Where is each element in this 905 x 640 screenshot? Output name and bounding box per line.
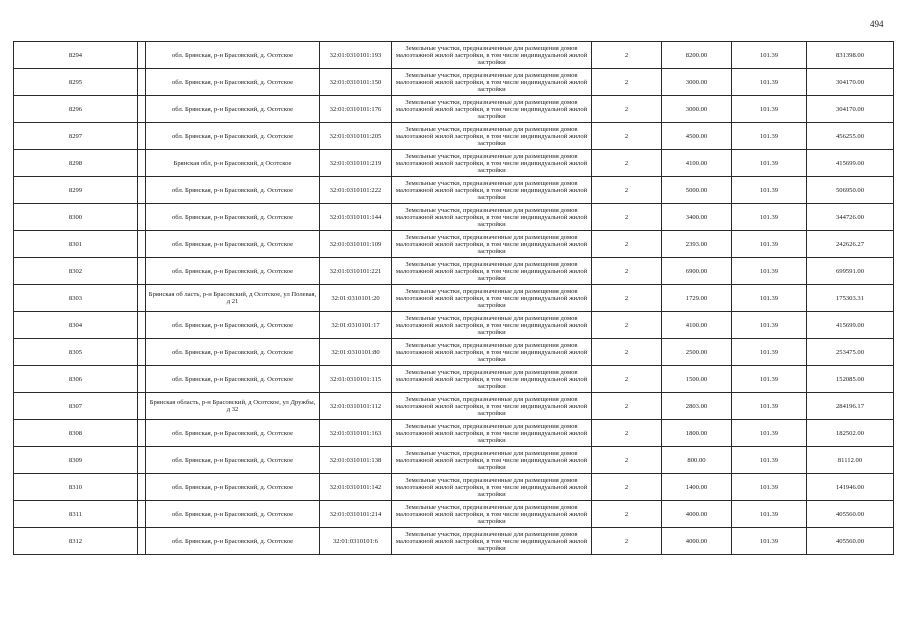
table-row <box>14 339 894 366</box>
row-number: 8299 <box>14 177 138 204</box>
cadastral-number-cell: 32:01:0310101:138 <box>320 447 392 474</box>
cadastral-value-table <box>13 41 894 555</box>
land-use-cell: Земельные участки, предназначенные для размещения домов малоэтажной жилой застройки, в том числе индивидуальной жилой застройки <box>392 231 592 258</box>
row-number: 8310 <box>14 474 138 501</box>
category-cell: 2 <box>592 528 662 555</box>
row-number: 8311 <box>14 501 138 528</box>
land-use-cell: Земельные участки, предназначенные для размещения домов малоэтажной жилой застройки, в том числе индивидуальной жилой застройки <box>392 204 592 231</box>
row-number: 8297 <box>14 123 138 150</box>
address-cell: обл. Брянская, р-н Брасовский, д. Осотское <box>146 42 320 69</box>
table-row <box>14 474 894 501</box>
land-use-cell: Земельные участки, предназначенные для размещения домов малоэтажной жилой застройки, в том числе индивидуальной жилой застройки <box>392 501 592 528</box>
cadastral-number-cell: 32:01:0310101:6 <box>320 528 392 555</box>
area-cell: 4500.00 <box>662 123 732 150</box>
area-cell: 3000.00 <box>662 69 732 96</box>
category-cell: 2 <box>592 285 662 312</box>
empty-cell <box>138 501 146 528</box>
area-cell: 4000.00 <box>662 528 732 555</box>
address-cell: Брянская область, р-н Брасовский, д Осотское, ул Дружбы, д 32 <box>146 393 320 420</box>
cadastral-value-cell: 506950.00 <box>807 177 894 204</box>
cadastral-number-cell: 32:01:0310101:144 <box>320 204 392 231</box>
rate-cell: 101.39 <box>732 96 807 123</box>
address-cell: обл. Брянская, р-н Брасовский, д. Осотское <box>146 231 320 258</box>
empty-cell <box>138 312 146 339</box>
address-cell: обл. Брянская, р-н Брасовский, д. Осотское <box>146 177 320 204</box>
area-cell: 4100.00 <box>662 312 732 339</box>
land-use-cell: Земельные участки, предназначенные для размещения домов малоэтажной жилой застройки, в том числе индивидуальной жилой застройки <box>392 177 592 204</box>
rate-cell: 101.39 <box>732 393 807 420</box>
area-cell: 1400.00 <box>662 474 732 501</box>
category-cell: 2 <box>592 366 662 393</box>
area-cell: 2803.00 <box>662 393 732 420</box>
rate-cell: 101.39 <box>732 501 807 528</box>
empty-cell <box>138 123 146 150</box>
cadastral-value-cell: 415699.00 <box>807 312 894 339</box>
cadastral-value-cell: 81112.00 <box>807 447 894 474</box>
empty-cell <box>138 339 146 366</box>
cadastral-number-cell: 32:01:0310101:214 <box>320 501 392 528</box>
empty-cell <box>138 177 146 204</box>
cadastral-value-cell: 344726.00 <box>807 204 894 231</box>
land-use-cell: Земельные участки, предназначенные для размещения домов малоэтажной жилой застройки, в том числе индивидуальной жилой застройки <box>392 420 592 447</box>
address-cell: обл. Брянская, р-н Брасовский, д. Осотское <box>146 204 320 231</box>
table-row <box>14 177 894 204</box>
area-cell: 6900.00 <box>662 258 732 285</box>
rate-cell: 101.39 <box>732 366 807 393</box>
category-cell: 2 <box>592 123 662 150</box>
land-use-cell: Земельные участки, предназначенные для размещения домов малоэтажной жилой застройки, в том числе индивидуальной жилой застройки <box>392 123 592 150</box>
area-cell: 3000.00 <box>662 96 732 123</box>
empty-cell <box>138 393 146 420</box>
cadastral-number-cell: 32:01:0310101:109 <box>320 231 392 258</box>
area-cell: 2393.00 <box>662 231 732 258</box>
table-row <box>14 528 894 555</box>
cadastral-value-cell: 253475.00 <box>807 339 894 366</box>
rate-cell: 101.39 <box>732 123 807 150</box>
address-cell: обл. Брянская, р-н Брасовский, д. Осотское <box>146 96 320 123</box>
cadastral-number-cell: 32:01:0310101:17 <box>320 312 392 339</box>
category-cell: 2 <box>592 420 662 447</box>
rate-cell: 101.39 <box>732 420 807 447</box>
rate-cell: 101.39 <box>732 474 807 501</box>
area-cell: 4000.00 <box>662 501 732 528</box>
page-number: 494 <box>870 19 884 29</box>
cadastral-number-cell: 32:01:0310101:115 <box>320 366 392 393</box>
category-cell: 2 <box>592 312 662 339</box>
rate-cell: 101.39 <box>732 258 807 285</box>
area-cell: 1800.00 <box>662 420 732 447</box>
empty-cell <box>138 96 146 123</box>
cadastral-number-cell: 32:01:0310101:150 <box>320 69 392 96</box>
cadastral-number-cell: 32:01:0310101:193 <box>320 42 392 69</box>
table-row <box>14 285 894 312</box>
row-number: 8307 <box>14 393 138 420</box>
land-use-cell: Земельные участки, предназначенные для размещения домов малоэтажной жилой застройки, в том числе индивидуальной жилой застройки <box>392 339 592 366</box>
cadastral-value-cell: 304170.00 <box>807 69 894 96</box>
land-use-cell: Земельные участки, предназначенные для размещения домов малоэтажной жилой застройки, в том числе индивидуальной жилой застройки <box>392 150 592 177</box>
table-row <box>14 96 894 123</box>
land-use-cell: Земельные участки, предназначенные для размещения домов малоэтажной жилой застройки, в том числе индивидуальной жилой застройки <box>392 447 592 474</box>
land-use-cell: Земельные участки, предназначенные для размещения домов малоэтажной жилой застройки, в том числе индивидуальной жилой застройки <box>392 258 592 285</box>
table-row <box>14 420 894 447</box>
cadastral-value-cell: 182502.00 <box>807 420 894 447</box>
cadastral-number-cell: 32:01:0310101:20 <box>320 285 392 312</box>
row-number: 8298 <box>14 150 138 177</box>
table-row <box>14 69 894 96</box>
empty-cell <box>138 447 146 474</box>
rate-cell: 101.39 <box>732 204 807 231</box>
land-use-cell: Земельные участки, предназначенные для размещения домов малоэтажной жилой застройки, в том числе индивидуальной жилой застройки <box>392 96 592 123</box>
category-cell: 2 <box>592 177 662 204</box>
category-cell: 2 <box>592 447 662 474</box>
cadastral-value-cell: 415699.00 <box>807 150 894 177</box>
category-cell: 2 <box>592 69 662 96</box>
category-cell: 2 <box>592 258 662 285</box>
table-row <box>14 501 894 528</box>
land-use-cell: Земельные участки, предназначенные для размещения домов малоэтажной жилой застройки, в том числе индивидуальной жилой застройки <box>392 528 592 555</box>
row-number: 8294 <box>14 42 138 69</box>
cadastral-number-cell: 32:01:0310101:219 <box>320 150 392 177</box>
rate-cell: 101.39 <box>732 528 807 555</box>
land-use-cell: Земельные участки, предназначенные для размещения домов малоэтажной жилой застройки, в том числе индивидуальной жилой застройки <box>392 474 592 501</box>
table-row <box>14 231 894 258</box>
address-cell: обл. Брянская, р-н Брасовский, д. Осотское <box>146 69 320 96</box>
category-cell: 2 <box>592 42 662 69</box>
row-number: 8306 <box>14 366 138 393</box>
table-row <box>14 312 894 339</box>
category-cell: 2 <box>592 474 662 501</box>
address-cell: обл. Брянская, р-н Брасовский, д. Осотское <box>146 528 320 555</box>
area-cell: 4100.00 <box>662 150 732 177</box>
category-cell: 2 <box>592 96 662 123</box>
rate-cell: 101.39 <box>732 312 807 339</box>
rate-cell: 101.39 <box>732 231 807 258</box>
area-cell: 1729.00 <box>662 285 732 312</box>
row-number: 8300 <box>14 204 138 231</box>
address-cell: обл. Брянская, р-н Брасовский, д. Осотское <box>146 339 320 366</box>
empty-cell <box>138 42 146 69</box>
table-row <box>14 204 894 231</box>
row-number: 8312 <box>14 528 138 555</box>
address-cell: обл. Брянская, р-н Брасовский, д. Осотское <box>146 258 320 285</box>
cadastral-value-cell: 284196.17 <box>807 393 894 420</box>
land-use-cell: Земельные участки, предназначенные для размещения домов малоэтажной жилой застройки, в том числе индивидуальной жилой застройки <box>392 285 592 312</box>
address-cell: обл. Брянская, р-н Брасовский, д. Осотское <box>146 123 320 150</box>
category-cell: 2 <box>592 204 662 231</box>
area-cell: 1500.00 <box>662 366 732 393</box>
row-number: 8296 <box>14 96 138 123</box>
land-use-cell: Земельные участки, предназначенные для размещения домов малоэтажной жилой застройки, в том числе индивидуальной жилой застройки <box>392 312 592 339</box>
address-cell: обл. Брянская, р-н Брасовский, д. Осотское <box>146 366 320 393</box>
land-use-cell: Земельные участки, предназначенные для размещения домов малоэтажной жилой застройки, в том числе индивидуальной жилой застройки <box>392 42 592 69</box>
cadastral-number-cell: 32:01:0310101:80 <box>320 339 392 366</box>
empty-cell <box>138 528 146 555</box>
rate-cell: 101.39 <box>732 150 807 177</box>
cadastral-number-cell: 32:01:0310101:163 <box>320 420 392 447</box>
category-cell: 2 <box>592 501 662 528</box>
category-cell: 2 <box>592 150 662 177</box>
cadastral-value-cell: 405560.00 <box>807 501 894 528</box>
row-number: 8295 <box>14 69 138 96</box>
empty-cell <box>138 231 146 258</box>
row-number: 8303 <box>14 285 138 312</box>
rate-cell: 101.39 <box>732 69 807 96</box>
land-use-cell: Земельные участки, предназначенные для размещения домов малоэтажной жилой застройки, в том числе индивидуальной жилой застройки <box>392 393 592 420</box>
table-row <box>14 393 894 420</box>
cadastral-number-cell: 32:01:0310101:221 <box>320 258 392 285</box>
cadastral-number-cell: 32:01:0310101:222 <box>320 177 392 204</box>
area-cell: 8200.00 <box>662 42 732 69</box>
cadastral-value-cell: 405560.00 <box>807 528 894 555</box>
rate-cell: 101.39 <box>732 447 807 474</box>
rate-cell: 101.39 <box>732 42 807 69</box>
empty-cell <box>138 204 146 231</box>
empty-cell <box>138 258 146 285</box>
cadastral-number-cell: 32:01:0310101:176 <box>320 96 392 123</box>
empty-cell <box>138 150 146 177</box>
table-row <box>14 366 894 393</box>
address-cell: обл. Брянская, р-н Брасовский, д. Осотское <box>146 447 320 474</box>
cadastral-value-cell: 175303.31 <box>807 285 894 312</box>
table-row <box>14 258 894 285</box>
address-cell: обл. Брянская, р-н Брасовский, д. Осотское <box>146 312 320 339</box>
category-cell: 2 <box>592 339 662 366</box>
address-cell: Брянская обл, р-н Брасовский, д Осотское <box>146 150 320 177</box>
empty-cell <box>138 69 146 96</box>
rate-cell: 101.39 <box>732 177 807 204</box>
empty-cell <box>138 420 146 447</box>
cadastral-value-cell: 152085.00 <box>807 366 894 393</box>
cadastral-value-cell: 304170.00 <box>807 96 894 123</box>
cadastral-value-cell: 699591.00 <box>807 258 894 285</box>
row-number: 8309 <box>14 447 138 474</box>
address-cell: обл. Брянская, р-н Брасовский, д. Осотское <box>146 420 320 447</box>
row-number: 8301 <box>14 231 138 258</box>
row-number: 8305 <box>14 339 138 366</box>
row-number: 8308 <box>14 420 138 447</box>
empty-cell <box>138 474 146 501</box>
table-row <box>14 42 894 69</box>
cadastral-value-cell: 456255.00 <box>807 123 894 150</box>
area-cell: 2500.00 <box>662 339 732 366</box>
cadastral-value-cell: 242626.27 <box>807 231 894 258</box>
category-cell: 2 <box>592 231 662 258</box>
table-body <box>14 42 894 555</box>
empty-cell <box>138 366 146 393</box>
table-row <box>14 150 894 177</box>
address-cell: обл. Брянская, р-н Брасовский, д. Осотское <box>146 474 320 501</box>
land-use-cell: Земельные участки, предназначенные для размещения домов малоэтажной жилой застройки, в том числе индивидуальной жилой застройки <box>392 366 592 393</box>
rate-cell: 101.39 <box>732 339 807 366</box>
area-cell: 3400.00 <box>662 204 732 231</box>
cadastral-value-cell: 141946.00 <box>807 474 894 501</box>
row-number: 8302 <box>14 258 138 285</box>
address-cell: Брянская об ласть, р-н Брасовский, д Осотское, ул Полевая, д 21 <box>146 285 320 312</box>
category-cell: 2 <box>592 393 662 420</box>
cadastral-number-cell: 32:01:0310101:112 <box>320 393 392 420</box>
cadastral-number-cell: 32:01:0310101:205 <box>320 123 392 150</box>
empty-cell <box>138 285 146 312</box>
area-cell: 5000.00 <box>662 177 732 204</box>
cadastral-value-cell: 831398.00 <box>807 42 894 69</box>
cadastral-number-cell: 32:01:0310101:142 <box>320 474 392 501</box>
rate-cell: 101.39 <box>732 285 807 312</box>
address-cell: обл. Брянская, р-н Брасовский, д. Осотское <box>146 501 320 528</box>
row-number: 8304 <box>14 312 138 339</box>
table-row <box>14 447 894 474</box>
land-use-cell: Земельные участки, предназначенные для размещения домов малоэтажной жилой застройки, в том числе индивидуальной жилой застройки <box>392 69 592 96</box>
table-row <box>14 123 894 150</box>
area-cell: 800.00 <box>662 447 732 474</box>
